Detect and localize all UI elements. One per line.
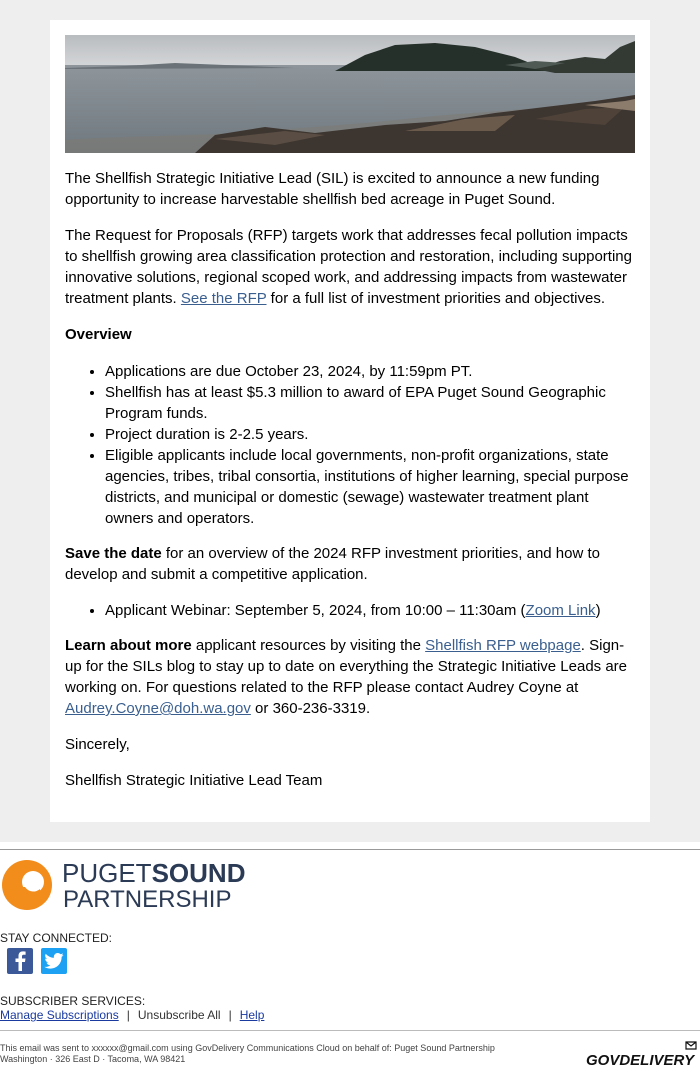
list-item: • Applicant Webinar: September 5, 2024, from 10:00 – 11:30am (Zoom Link)	[105, 600, 635, 621]
facebook-icon[interactable]	[7, 948, 33, 974]
learn-more-paragraph: Learn about more applicant resources by visiting the Shellfish RFP webpage. Sign-up for the SILs blog to stay up to date on everything the Strategic Initiative Leads are working on. For questions related to the RFP please contact Audrey Coyne at Audrey.Coyne@doh.wa.gov or 360-236-3319.	[65, 637, 628, 717]
list-item: • Applications are due October 23, 2024, by 11:59pm PT.	[105, 361, 635, 382]
footer-bottom-divider	[0, 1030, 700, 1031]
email-link[interactable]: Audrey.Coyne@doh.wa.gov	[65, 700, 251, 717]
rfp-paragraph: The Request for Proposals (RFP) targets work that addresses fecal pollution impacts to shellfish growing area classification protection and restoration, including supporting innovative solutions, regional scoped work, and addressing impacts from wastewater treatment plants. See the RFP for a full list of investment priorities and objectives.	[65, 227, 632, 307]
save-the-date-paragraph: Save the date for an overview of the 2024 RFP investment priorities, and how to develop and submit a competitive application.	[65, 545, 600, 583]
list-item: • Eligible applicants include local governments, non-profit organizations, state agencies, tribes, tribal consortia, institutions of higher learning, special purpose districts, and municipal or domestic (sewage) wastewater treatment plant owners and operators.	[105, 445, 635, 529]
footer-divider	[0, 849, 700, 850]
shellfish-rfp-webpage-link[interactable]: Shellfish RFP webpage	[425, 637, 581, 654]
svg-text:GOVDELIVERY: GOVDELIVERY	[586, 1052, 695, 1069]
list-item: • Project duration is 2-2.5 years.	[105, 424, 635, 445]
closing: Sincerely,	[65, 736, 130, 753]
subscriber-links: Manage Subscriptions | Unsubscribe All | Help	[0, 1008, 265, 1022]
twitter-icon[interactable]	[41, 948, 67, 974]
unsubscribe-all-link[interactable]: Unsubscribe All	[137, 1008, 221, 1022]
see-rfp-link[interactable]: See the RFP	[180, 290, 267, 307]
stay-connected-label: STAY CONNECTED:	[0, 931, 113, 945]
govdelivery-logo[interactable]	[585, 1040, 697, 1070]
overview-heading: Overview	[65, 326, 132, 343]
overview-list	[65, 361, 635, 529]
svg-text:PARTNERSHIP: PARTNERSHIP	[63, 886, 232, 913]
hero-image	[65, 35, 635, 153]
subscriber-services-label: SUBSCRIBER SERVICES:	[0, 994, 146, 1008]
zoom-link[interactable]: Zoom Link	[525, 602, 596, 619]
webinar-list	[65, 600, 635, 621]
svg-text:PUGETSOUND: PUGETSOUND	[62, 858, 246, 888]
puget-sound-partnership-logo[interactable]	[2, 857, 247, 913]
manage-subscriptions-link[interactable]: Manage Subscriptions	[0, 1008, 119, 1022]
signature: Shellfish Strategic Initiative Lead Team	[65, 772, 323, 789]
list-item: • Shellfish has at least $5.3 million to award of EPA Puget Sound Geographic Program funds.	[105, 382, 635, 424]
social-links	[7, 948, 67, 974]
email-card	[50, 20, 650, 822]
email-body	[65, 168, 635, 806]
footer-fine-print: This email was sent to xxxxxx@gmail.com using GovDelivery Communications Cloud on behalf of: Puget Sound Partnership Washington · 326 East D · Tacoma, WA 98421	[0, 1043, 495, 1064]
help-link[interactable]: Help	[239, 1008, 265, 1022]
intro-paragraph: The Shellfish Strategic Initiative Lead (SIL) is excited to announce a new funding opportunity to increase harvestable shellfish bed acreage in Puget Sound.	[65, 170, 600, 208]
